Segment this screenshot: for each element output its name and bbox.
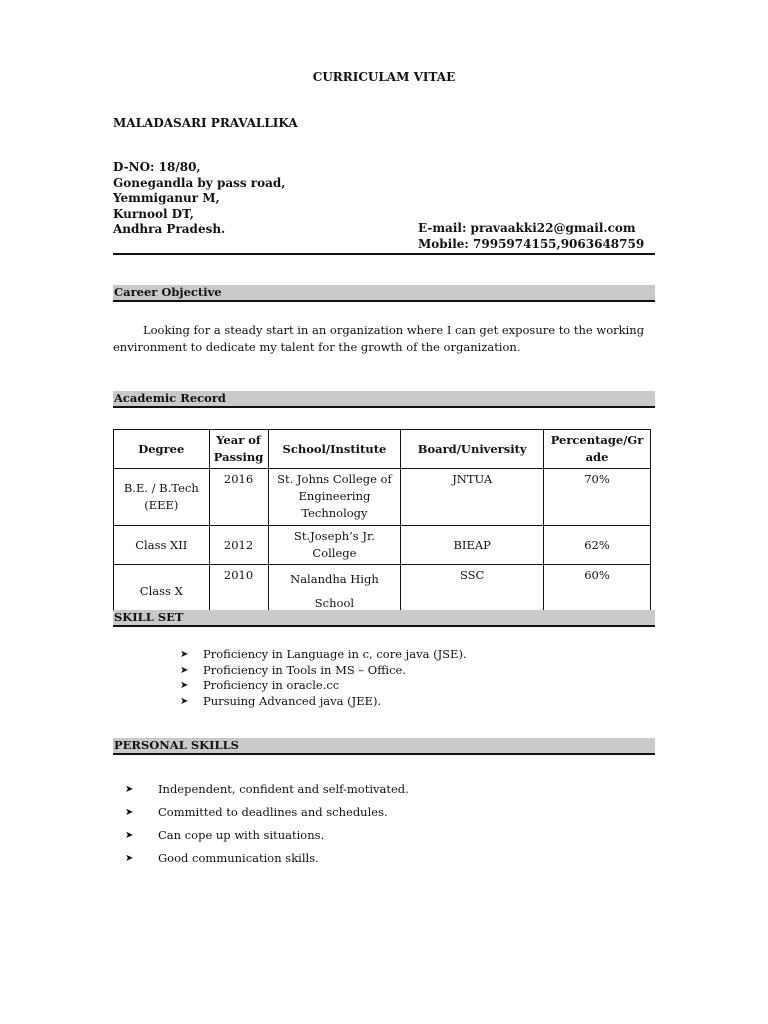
section-divider [113, 300, 655, 302]
cell-year: 2016 [209, 469, 268, 526]
cell-percentage: 62% [544, 526, 651, 565]
list-item-text: Proficiency in Language in c, core java (JSE). [203, 647, 467, 661]
arrowhead-bullet-icon: ➤ [180, 695, 189, 707]
cell-percentage: 60% [544, 565, 651, 618]
objective-text: Looking for a steady start in an organization where I can get exposure to the working environment to dedicate my talent for the growth of the organization. [113, 323, 645, 354]
list-item-text: Independent, confident and self-motivated. [158, 782, 409, 796]
list-item-text: Good communication skills. [158, 851, 319, 865]
skill-set-list [180, 647, 467, 709]
table-row [114, 469, 651, 526]
list-item-text: Can cope up with situations. [158, 828, 325, 842]
list-item [113, 778, 409, 801]
section-heading-skill-set: SKILL SET [113, 610, 655, 625]
section-heading-academic-record: Academic Record [113, 391, 655, 406]
list-item-text: Pursuing Advanced java (JEE). [203, 693, 382, 708]
arrowhead-bullet-icon: ➤ [180, 649, 189, 660]
header-school-institute: School/Institute [268, 430, 401, 469]
address-line: Gonegandla by pass road, [113, 175, 286, 190]
cell-year: 2010 [209, 565, 268, 618]
header-year-of-passing: Year of Passing [209, 430, 268, 469]
contact-block [418, 221, 644, 252]
list-item [113, 824, 409, 847]
cell-year: 2012 [209, 526, 268, 565]
list-item [113, 847, 409, 870]
header-divider [113, 253, 655, 255]
cell-board: SSC [401, 565, 544, 618]
list-item-text: Proficiency in Tools in MS – Office. [203, 662, 406, 677]
arrowhead-bullet-icon: ➤ [125, 853, 134, 864]
list-item [180, 678, 467, 694]
table-header-row [114, 430, 651, 469]
cell-institute: Nalandha High School [268, 565, 401, 618]
cell-institute: St. Johns College of Engineering Technology [268, 469, 401, 526]
arrowhead-bullet-icon: ➤ [125, 807, 134, 818]
list-item [113, 801, 409, 824]
list-item [180, 647, 467, 663]
section-heading-personal-skills: PERSONAL SKILLS [113, 738, 655, 753]
list-item-text: Proficiency in oracle.cc [203, 678, 340, 692]
header-degree: Degree [114, 430, 210, 469]
arrowhead-bullet-icon: ➤ [180, 664, 189, 676]
personal-skills-list [113, 778, 409, 870]
list-item [180, 694, 467, 710]
address-line: D-NO: 18/80, [113, 160, 201, 174]
table-row [114, 526, 651, 565]
objective-paragraph [113, 322, 653, 356]
address-line: Yemmiganur M, [113, 191, 220, 205]
cell-degree: Class XII [114, 526, 210, 565]
candidate-name: MALADASARI PRAVALLIKA [113, 116, 298, 130]
header-percentage-grade: Percentage/Gr ade [544, 430, 651, 469]
cell-board: BIEAP [401, 526, 544, 565]
header-board-university: Board/University [401, 430, 544, 469]
section-divider [113, 753, 655, 755]
address-line: Kurnool DT, [113, 206, 194, 221]
cell-percentage: 70% [544, 469, 651, 526]
email-text: E-mail: pravaakki22@gmail.com [418, 221, 636, 235]
list-item-text: Committed to deadlines and schedules. [158, 805, 388, 819]
section-heading-career-objective: Career Objective [113, 285, 655, 300]
academic-table [113, 429, 651, 618]
address-block [113, 160, 285, 238]
section-divider [113, 406, 655, 408]
arrowhead-bullet-icon: ➤ [125, 830, 134, 841]
cell-degree: Class X [114, 565, 210, 618]
mobile-text: Mobile: 7995974155,9063648759 [418, 236, 645, 251]
address-line: Andhra Pradesh. [113, 222, 226, 236]
list-item [180, 663, 467, 679]
arrowhead-bullet-icon: ➤ [180, 680, 189, 691]
arrowhead-bullet-icon: ➤ [125, 784, 134, 795]
document-title: CURRICULAM VITAE [312, 70, 456, 84]
cell-degree: B.E. / B.Tech (EEE) [114, 469, 210, 526]
section-divider [113, 625, 655, 627]
cell-board: JNTUA [401, 469, 544, 526]
cell-institute: St.Joseph’s Jr. College [268, 526, 401, 565]
